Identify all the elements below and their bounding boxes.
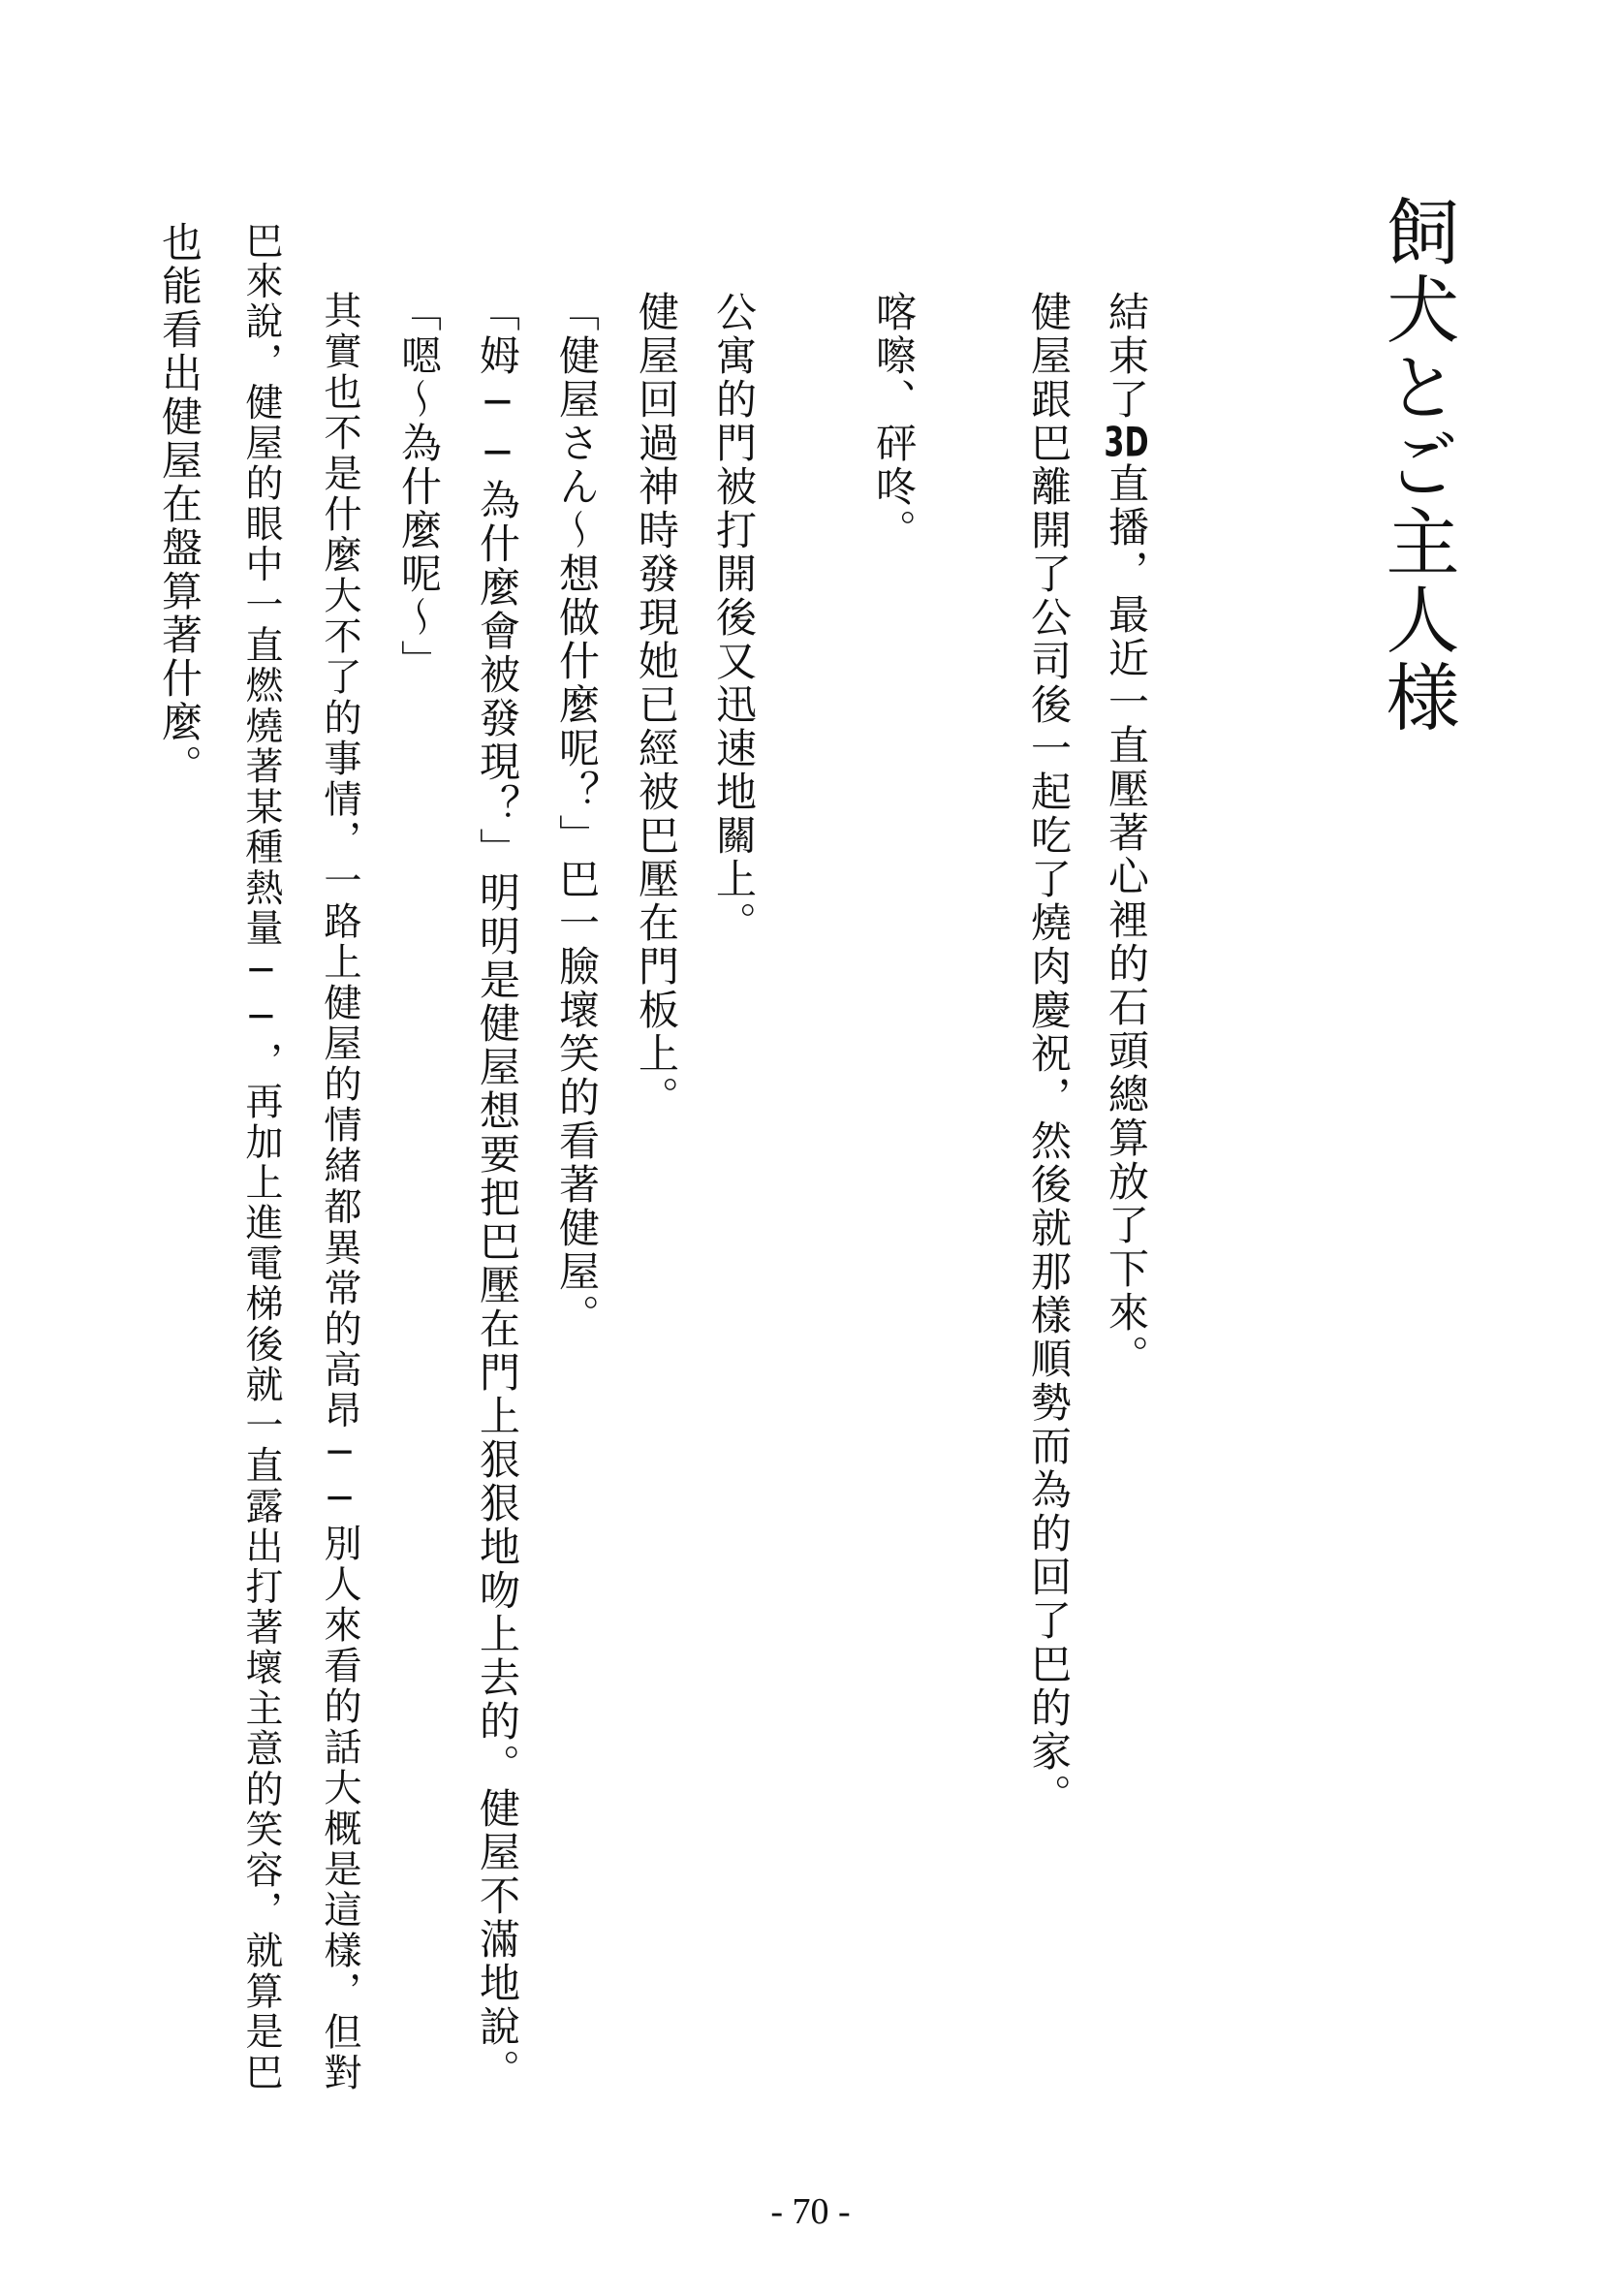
paragraph-line-2: 健屋跟巴離開了公司後一起吃了燒肉慶祝，然後就那樣順勢而為的回了巴的家。 xyxy=(1025,291,1073,1817)
line-1-post: 直播，最近一直壓著心裡的石頭總算放了下來。 xyxy=(1103,462,1150,1378)
paragraph-line-5: 健屋回過神時發現她已經被巴壓在門板上。 xyxy=(633,291,680,1119)
paragraph-line-10: 巴來說，健屋的眼中一直燃燒著某種熱量──，再加上進電梯後就一直露出打著壞主意的笑容，就算是巴 xyxy=(239,221,283,2093)
paragraph-line-1 xyxy=(1100,291,1150,1378)
paragraph-line-3: 喀嚓、砰咚。 xyxy=(870,291,918,552)
paragraph-line-7: 「姆──為什麼會被發現？」明明是健屋想要把巴壓在門上狠狠地吻上去的。健屋不滿地說。 xyxy=(474,291,521,2092)
paragraph-line-6: 「健屋さん～想做什麼呢？」巴一臉壞笑的看著健屋。 xyxy=(553,291,601,1337)
paragraph-line-4: 公寓的門被打開後又迅速地關上。 xyxy=(710,291,758,945)
chapter-title: 飼犬とご主人様 xyxy=(1374,194,1460,737)
paragraph-line-9: 其實也不是什麼大不了的事情，一路上健屋的情緒都異常的高昂──別人來看的話大概是這樣，但對 xyxy=(318,291,361,2094)
paragraph-line-8: 「嗯～為什麼呢～」 xyxy=(395,291,443,683)
line-1-latin: 3D xyxy=(1104,422,1149,462)
paragraph-line-11: 也能看出健屋在盤算著什麼。 xyxy=(156,221,203,788)
page-number: - 70 - xyxy=(770,2191,851,2232)
line-1-pre: 結束了 xyxy=(1103,291,1150,422)
